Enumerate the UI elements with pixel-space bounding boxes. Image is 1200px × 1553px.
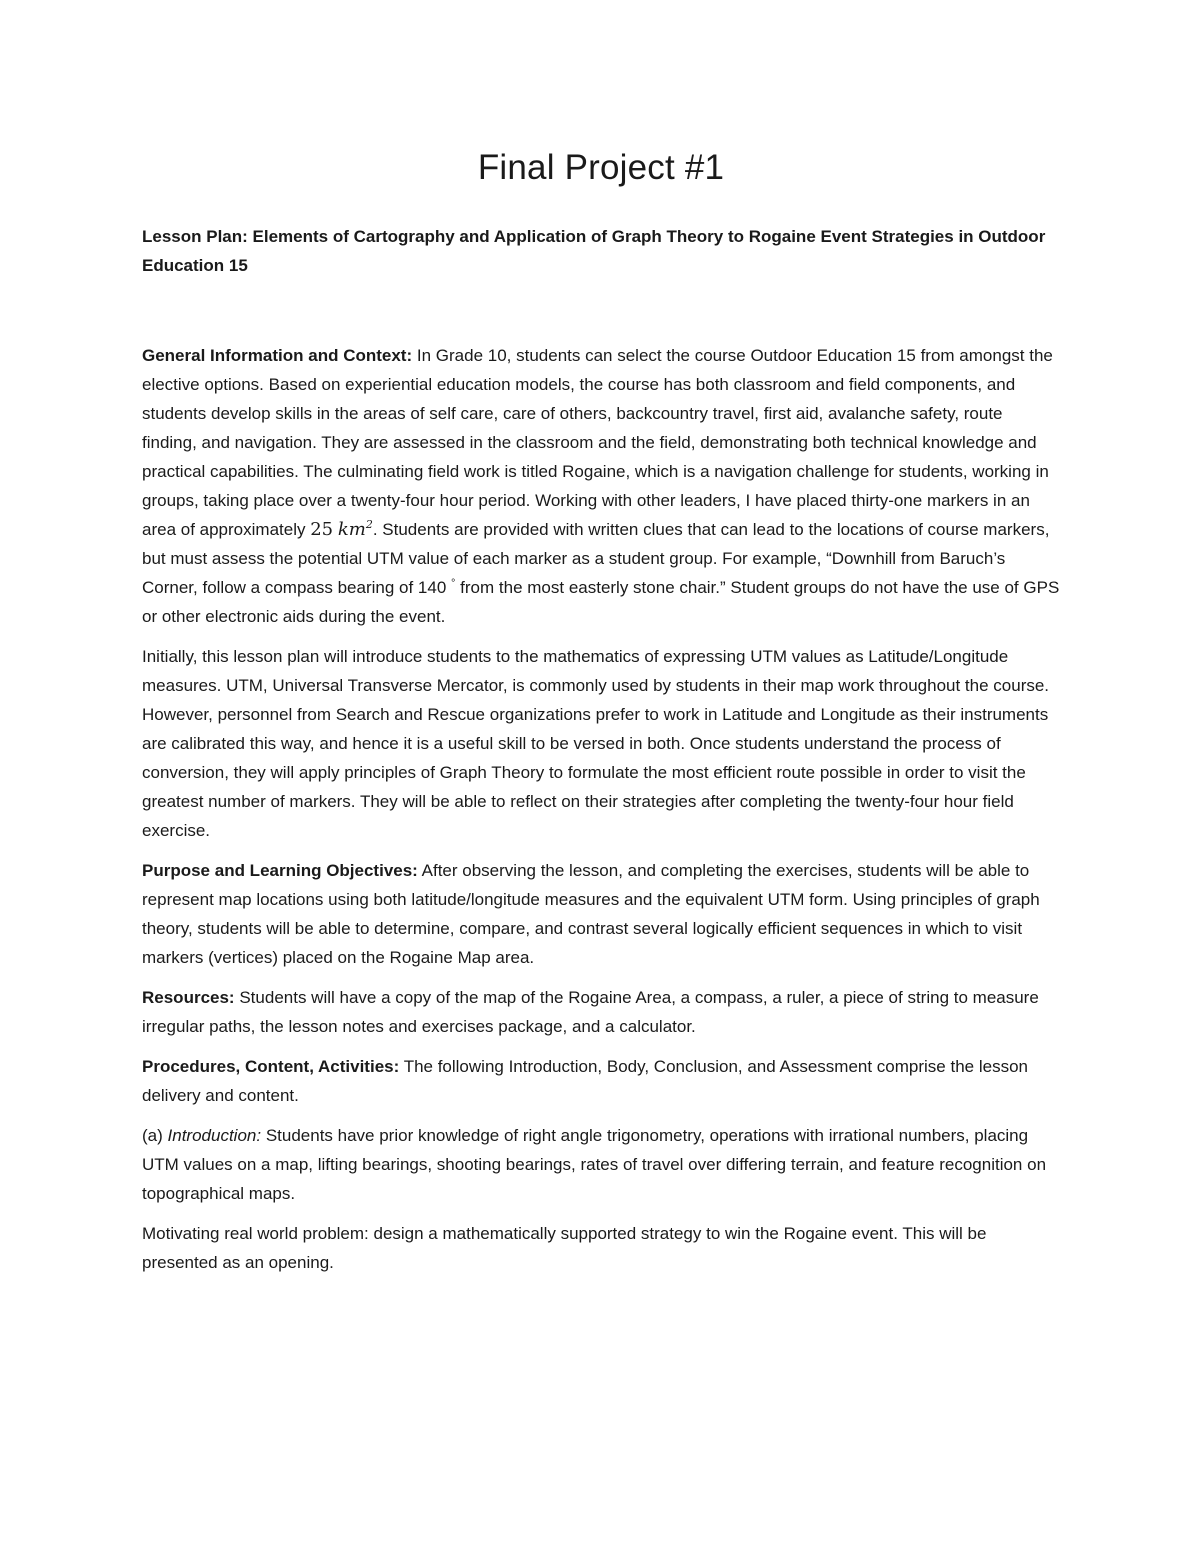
general-information-paragraph bbox=[142, 341, 1060, 631]
purpose-label: Purpose and Learning Objectives: bbox=[142, 861, 418, 880]
resources-paragraph bbox=[142, 983, 1060, 1041]
procedures-text: The following Introduction, Body, Conclusion, and Assessment comprise the lesson delivery and content. bbox=[142, 1057, 1028, 1105]
area-value: 25 bbox=[310, 519, 334, 540]
degree-symbol: ° bbox=[451, 577, 456, 590]
motivating-paragraph: Motivating real world problem: design a mathematically supported strategy to win the Rogaine event. This will be presented as an opening. bbox=[142, 1224, 987, 1272]
page-title: Final Project #1 bbox=[477, 148, 725, 187]
general-information-label: General Information and Context: bbox=[142, 346, 413, 365]
introduction-marker: (a) bbox=[142, 1126, 163, 1145]
area-unit bbox=[338, 519, 373, 540]
general-information-text-a: In Grade 10, students can select the course Outdoor Education 15 from amongst the elective options. Based on experiential education models, the course has both classroom and field components, and students develop skills in the areas of self care, care of others, backcountry travel, first aid, avalanche safety, route finding, and navigation. They are assessed in the classroom and the field, demonstrating both technical knowledge and practical capabilities. The culminating field work is titled Rogaine, which is a navigation challenge for students, working in groups, taking place over a twenty-four hour period. Working with other leaders, I have placed thirty-one markers in an area of approximately bbox=[142, 346, 1053, 539]
introduction-paragraph bbox=[142, 1121, 1060, 1208]
resources-text: Students will have a copy of the map of the Rogaine Area, a compass, a ruler, a piece of string to measure irregular paths, the lesson notes and exercises package, and a calculator. bbox=[142, 988, 1039, 1036]
document-body bbox=[142, 140, 1060, 1288]
resources-label: Resources: bbox=[142, 988, 235, 1007]
introduction-text: Students have prior knowledge of right angle trigonometry, operations with irrational numbers, placing UTM values on a map, lifting bearings, shooting bearings, rates of travel over differing terrain, and feature recognition on topographical maps. bbox=[142, 1126, 1047, 1203]
initially-paragraph: Initially, this lesson plan will introduce students to the mathematics of expressing UTM values as Latitude/Longitude measures. UTM, Universal Transverse Mercator, is commonly used by students in their map work throughout the course. However, personnel from Search and Rescue organizations prefer to work in Latitude and Longitude as their instruments are calibrated this way, and hence it is a useful skill to be versed in both. Once students understand the process of conversion, they will apply principles of Graph Theory to formulate the most efficient route possible in order to visit the greatest number of markers. They will be able to reflect on their strategies after completing the twenty-four hour field exercise. bbox=[142, 647, 1050, 840]
general-information-text-b: . Students are provided with written clues that can lead to the locations of course markers, but must assess the potential UTM value of each marker as a student group. For example, “Downhill from Baruch’s Corner, follow a compass bearing of 140 bbox=[142, 520, 1050, 597]
purpose-text: After observing the lesson, and completing the exercises, students will be able to represent map locations using both latitude/longitude measures and the equivalent UTM form. Using principles of graph theory, students will be able to determine, compare, and contrast several logically efficient sequences in which to visit markers (vertices) placed on the Rogaine Map area. bbox=[142, 861, 1040, 967]
purpose-paragraph bbox=[142, 856, 1060, 972]
procedures-paragraph bbox=[142, 1052, 1060, 1110]
lesson-plan-subtitle: Lesson Plan: Elements of Cartography and Application of Graph Theory to Rogaine Event Strategies in Outdoor Education 15 bbox=[142, 227, 1046, 275]
introduction-label: Introduction: bbox=[167, 1126, 262, 1145]
general-information-text-c: from the most easterly stone chair.” Student groups do not have the use of GPS or other electronic aids during the event. bbox=[142, 578, 1060, 626]
area-exponent: 2 bbox=[365, 518, 373, 531]
procedures-label: Procedures, Content, Activities: bbox=[142, 1057, 400, 1076]
area-unit-text: km bbox=[337, 519, 366, 540]
